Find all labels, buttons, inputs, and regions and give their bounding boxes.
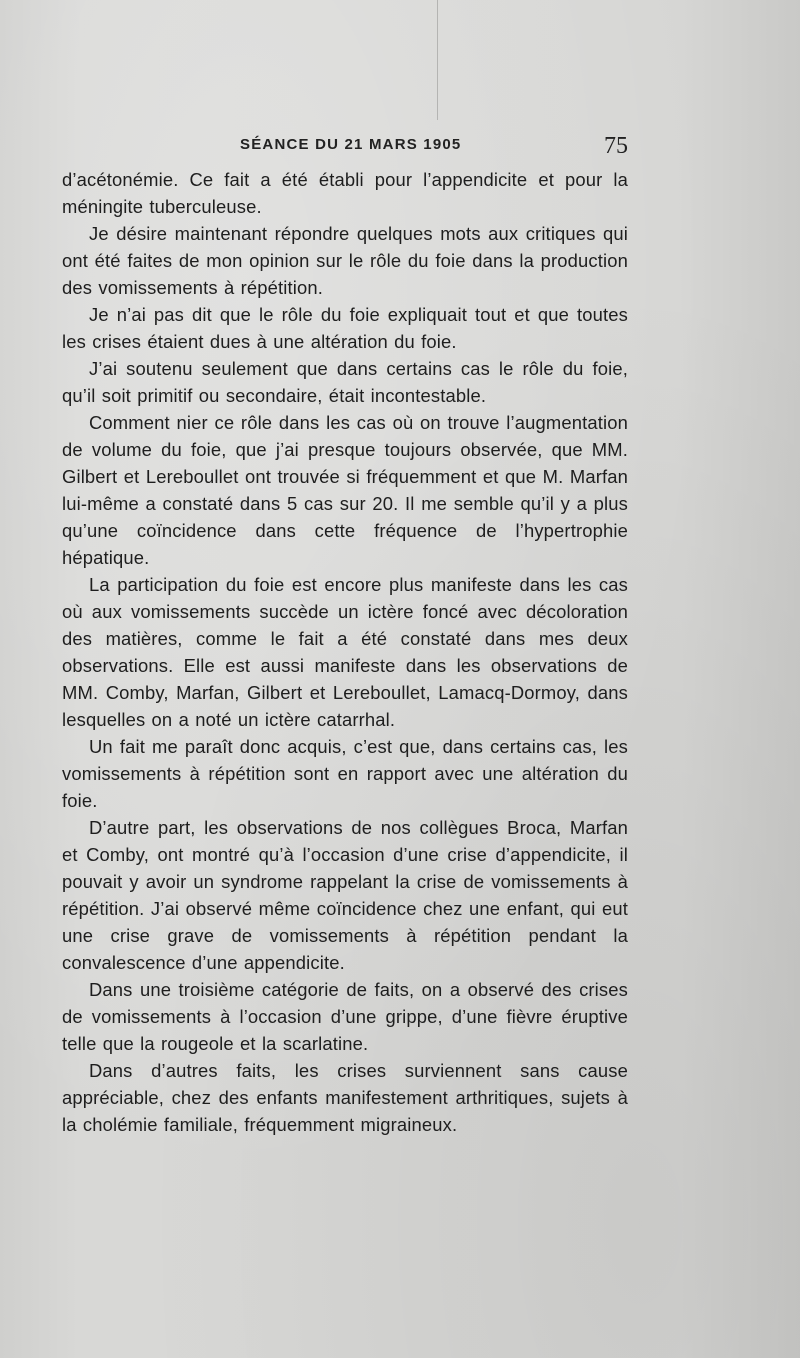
paragraph: Je désire maintenant répondre quelques mots aux critiques qui ont été faites de mon opinion sur le rôle du foie dans la production des vomissements à répétition.: [62, 223, 628, 298]
paragraph-continuation: d’acétonémie. Ce fait a été établi pour l’appendicite et pour la méningite tuberculeuse.: [62, 169, 628, 217]
page-crease: [437, 0, 438, 120]
paragraph: Dans une troisième catégorie de faits, on a observé des crises de vomissements à l’occasion d’une grippe, d’une fièvre éruptive telle que la rougeole et la scarlatine.: [62, 979, 628, 1054]
page-number: 75: [604, 133, 628, 159]
paragraph: J’ai soutenu seulement que dans certains cas le rôle du foie, qu’il soit primitif ou secondaire, était incontestable.: [62, 358, 628, 406]
paragraph: D’autre part, les observations de nos collègues Broca, Marfan et Comby, ont montré qu’à l’occasion d’une crise d’appendicite, il pouvait y avoir un syndrome rappelant la crise de vomissements à répétition. J’ai observé même coïncidence chez une enfant, qui eut une crise grave de vomissements à répétition pendant la convalescence d’une appendicite.: [62, 817, 628, 973]
paragraph: Un fait me paraît donc acquis, c’est que, dans certains cas, les vomissements à répétition sont en rapport avec une altération du foie.: [62, 736, 628, 811]
paragraph: Je n’ai pas dit que le rôle du foie expliquait tout et que toutes les crises étaient dues à une altération du foie.: [62, 304, 628, 352]
paragraph: Dans d’autres faits, les crises surviennent sans cause appréciable, chez des enfants manifestement arthritiques, sujets à la cholémie familiale, fréquemment migraineux.: [62, 1060, 628, 1135]
page-header: [62, 133, 628, 166]
running-title: SÉANCE DU 21 MARS 1905: [240, 136, 462, 153]
paragraph: La participation du foie est encore plus manifeste dans les cas où aux vomissements succède un ictère foncé avec décoloration des matières, comme le fait a été constaté dans mes deux observations. Elle est aussi manifeste dans les observations de MM. Comby, Marfan, Gilbert et Lereboullet, Lamacq-Dormoy, dans lesquelles on a noté un ictère catarrhal.: [62, 574, 628, 730]
paragraph: Comment nier ce rôle dans les cas où on trouve l’augmentation de volume du foie, que j’ai presque toujours observée, que MM. Gilbert et Lereboullet ont trouvée si fréquemment et que M. Marfan lui-même a constaté dans 5 cas sur 20. Il me semble qu’il y a plus qu’une coïncidence dans cette fréquence de l’hypertrophie hépatique.: [62, 412, 628, 568]
body-text: [62, 166, 628, 1138]
